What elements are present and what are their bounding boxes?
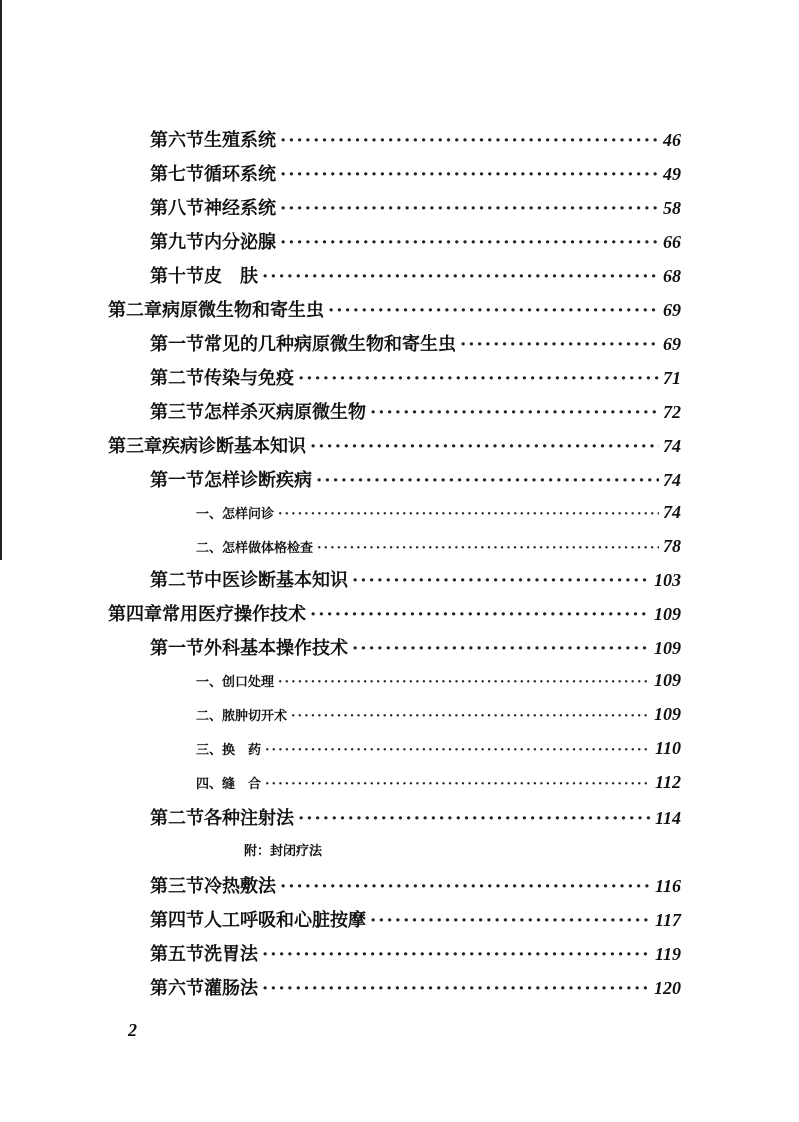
entry-label: 第四章 xyxy=(108,604,162,625)
entry-page: 69 xyxy=(663,300,681,320)
entry-title: 怎样问诊 xyxy=(222,507,275,522)
entry-title: 循环系统 xyxy=(204,164,276,185)
entry-title: 冷热敷法 xyxy=(204,876,276,897)
dot-leader xyxy=(298,368,659,389)
toc-entry-section xyxy=(150,906,681,932)
entry-title: 疾病诊断基本知识 xyxy=(162,436,306,457)
toc-entry-section xyxy=(150,228,681,254)
toc-entry-subitem xyxy=(196,670,681,691)
toc-entry-section xyxy=(150,194,681,220)
entry-page: 120 xyxy=(654,978,681,998)
dot-leader xyxy=(278,675,650,690)
entry-page: 74 xyxy=(663,436,681,456)
entry-title: 缝 合 xyxy=(222,777,262,792)
entry-label: 第一节 xyxy=(150,470,204,491)
entry-page: 103 xyxy=(654,570,681,590)
entry-label: 第三章 xyxy=(108,436,162,457)
entry-page: 49 xyxy=(663,164,681,184)
toc-entry-chapter xyxy=(108,600,681,626)
toc-entry-section xyxy=(150,804,681,830)
entry-title: 换 药 xyxy=(222,743,262,758)
entry-page: 68 xyxy=(663,266,681,286)
entry-label: 第一节 xyxy=(150,638,204,659)
entry-label: 第二节 xyxy=(150,808,204,829)
toc-entry-section xyxy=(150,466,681,492)
entry-page: 110 xyxy=(654,738,681,758)
entry-page: 114 xyxy=(654,808,681,828)
dot-leader xyxy=(370,402,659,423)
dot-leader xyxy=(280,164,659,185)
entry-label: 第一节 xyxy=(150,334,204,355)
dot-leader xyxy=(328,300,659,321)
entry-title: 洗胃法 xyxy=(204,944,258,965)
entry-page: 78 xyxy=(663,536,681,556)
toc-entry-section xyxy=(150,364,681,390)
entry-title: 内分泌腺 xyxy=(204,232,276,253)
entry-title: 生殖系统 xyxy=(204,130,276,151)
entry-label: 二、 xyxy=(196,541,223,556)
dot-leader xyxy=(291,709,650,724)
entry-page: 109 xyxy=(654,638,681,658)
toc-entry-subitem xyxy=(196,536,681,557)
entry-title: 各种注射法 xyxy=(204,808,294,829)
dot-leader xyxy=(280,876,651,897)
toc-entry-section xyxy=(150,872,681,898)
toc-entry-section xyxy=(150,262,681,288)
dot-leader xyxy=(280,130,659,151)
page-number: 2 xyxy=(128,1020,137,1040)
toc-entry-section xyxy=(150,566,681,592)
dot-leader xyxy=(262,944,651,965)
toc-entry-subitem xyxy=(196,704,681,725)
entry-label: 第八节 xyxy=(150,198,204,219)
entry-title: 传染与免疫 xyxy=(204,368,294,389)
dot-leader xyxy=(352,570,650,591)
toc-entry-section xyxy=(150,330,681,356)
dot-leader xyxy=(265,743,651,758)
entry-label: 第三节 xyxy=(150,402,204,423)
dot-leader xyxy=(310,436,659,457)
dot-leader xyxy=(278,507,659,522)
toc-note xyxy=(244,840,322,859)
entry-page: 119 xyxy=(654,944,681,964)
dot-leader xyxy=(280,232,659,253)
entry-title: 病原微生物和寄生虫 xyxy=(162,300,324,321)
entry-label: 第九节 xyxy=(150,232,204,253)
entry-label: 第六节 xyxy=(150,978,204,999)
toc-entry-section xyxy=(150,398,681,424)
entry-page: 109 xyxy=(654,704,681,724)
entry-label: 三、 xyxy=(196,743,223,758)
entry-title: 常见的几种病原微生物和寄生虫 xyxy=(204,334,456,355)
entry-page: 66 xyxy=(663,232,681,252)
entry-title: 皮 肤 xyxy=(204,266,258,287)
dot-leader xyxy=(310,604,650,625)
toc-entry-subitem xyxy=(196,738,681,759)
entry-title: 中医诊断基本知识 xyxy=(204,570,348,591)
dot-leader xyxy=(280,198,659,219)
toc-entry-subitem xyxy=(196,772,681,793)
entry-title: 怎样做体格检查 xyxy=(222,541,314,556)
toc-entry-chapter xyxy=(108,432,681,458)
entry-label: 一、 xyxy=(196,507,223,522)
entry-label: 第六节 xyxy=(150,130,204,151)
entry-title: 常用医疗操作技术 xyxy=(162,604,306,625)
entry-label: 第五节 xyxy=(150,944,204,965)
dot-leader xyxy=(317,541,659,556)
dot-leader xyxy=(265,777,651,792)
toc-entry-chapter xyxy=(108,296,681,322)
entry-label: 第十节 xyxy=(150,266,204,287)
dot-leader xyxy=(316,470,659,491)
dot-leader xyxy=(370,910,651,931)
note-text: 附：封闭疗法 xyxy=(244,844,323,859)
entry-title: 怎样杀灭病原微生物 xyxy=(204,402,366,423)
toc-entry-subitem xyxy=(196,502,681,523)
entry-page: 109 xyxy=(654,604,681,624)
dot-leader xyxy=(262,978,650,999)
entry-page: 116 xyxy=(654,876,681,896)
toc-entry-section xyxy=(150,974,681,1000)
toc-entry-section xyxy=(150,160,681,186)
entry-title: 脓肿切开术 xyxy=(222,709,288,724)
entry-label: 第二章 xyxy=(108,300,162,321)
entry-label: 一、 xyxy=(196,675,223,690)
entry-page: 72 xyxy=(663,402,681,422)
entry-page: 46 xyxy=(663,130,681,150)
entry-title: 人工呼吸和心脏按摩 xyxy=(204,910,366,931)
entry-page: 74 xyxy=(663,502,681,522)
entry-page: 109 xyxy=(654,670,681,690)
toc-entry-section xyxy=(150,940,681,966)
entry-label: 第三节 xyxy=(150,876,204,897)
entry-page: 112 xyxy=(654,772,681,792)
entry-title: 灌肠法 xyxy=(204,978,258,999)
toc-entry-section xyxy=(150,634,681,660)
entry-label: 第二节 xyxy=(150,368,204,389)
entry-label: 第七节 xyxy=(150,164,204,185)
entry-title: 怎样诊断疾病 xyxy=(204,470,312,491)
entry-label: 二、 xyxy=(196,709,223,724)
dot-leader xyxy=(352,638,650,659)
entry-page: 74 xyxy=(663,470,681,490)
entry-page: 117 xyxy=(654,910,681,930)
entry-title: 神经系统 xyxy=(204,198,276,219)
dot-leader xyxy=(298,808,651,829)
dot-leader xyxy=(460,334,659,355)
dot-leader xyxy=(262,266,659,287)
entry-label: 四、 xyxy=(196,777,223,792)
entry-title: 外科基本操作技术 xyxy=(204,638,348,659)
entry-label: 第四节 xyxy=(150,910,204,931)
entry-title: 创口处理 xyxy=(222,675,275,690)
entry-page: 69 xyxy=(663,334,681,354)
entry-page: 58 xyxy=(663,198,681,218)
entry-page: 71 xyxy=(663,368,681,388)
entry-label: 第二节 xyxy=(150,570,204,591)
toc-entry-section xyxy=(150,126,681,152)
